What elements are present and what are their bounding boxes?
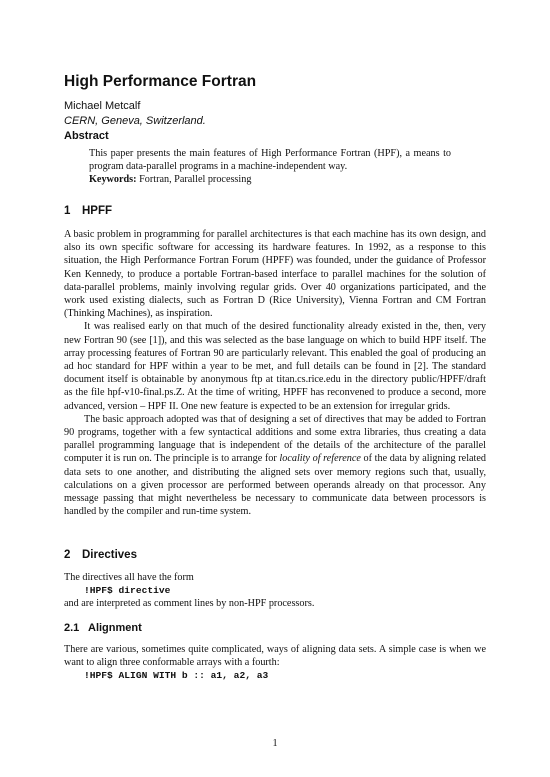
subsection-number: 2.1 [64, 622, 80, 634]
abstract-text: This paper presents the main features of High Performance Fortran (HPF), a means to program data-parallel programs in a machine-independent way. [89, 148, 451, 172]
section-title: HPFF [82, 205, 113, 217]
emphasis-text: locality of reference [279, 453, 361, 465]
paragraph-text: of the data by aligning related data sets to one another, and distributing the aligned sets over memory regions such that, usually, calculations on a given processor are performed between operands already on that processor. Any message passing that might nevertheless be necessary to communicate data between processors is handled by the compiler and run-time system. [64, 453, 486, 518]
directives-intro: The directives all have the form [64, 572, 194, 583]
paragraph: There are various, sometimes quite complicated, ways of aligning data sets. A simple case is when we want to align three conformable arrays with a fourth: [64, 644, 486, 669]
author-name: Michael Metcalf [64, 100, 141, 112]
keywords-label: Keywords: [89, 174, 137, 185]
subsection-title: Alignment [88, 622, 142, 634]
page-number: 1 [272, 738, 278, 749]
subsection-heading-alignment [64, 622, 142, 634]
section-heading-hpff [64, 205, 112, 217]
paragraph: A basic problem in programming for parallel architectures is that each machine has its own design, and also its own specific software for accessing its hardware features. In 1992, as a response to this situation, the High Performance Fortran Forum (HPFF) was founded, under the guidance of Professor Ken Kennedy, to produce a portable Fortran-based interface to parallel machines for the solution of data-parallel problems, mainly involving regular grids. Over 40 organizations participated, and the work used existing dialects, such as Fortran D (Rice University), Vienna Fortran and CM Fortran (Thinking Machines), as inspiration. [64, 229, 486, 320]
author-affiliation: CERN, Geneva, Switzerland. [64, 115, 206, 127]
paper-title: High Performance Fortran [64, 73, 257, 90]
section-number: 1 [64, 205, 71, 217]
code-align-directive: !HPF$ ALIGN WITH b :: a1, a2, a3 [84, 670, 269, 681]
section-body-hpff [64, 228, 486, 518]
keywords-text: Fortran, Parallel processing [136, 174, 252, 185]
section-number: 2 [64, 549, 71, 561]
code-directive-form: !HPF$ directive [84, 585, 171, 596]
abstract-heading: Abstract [64, 130, 109, 142]
section-heading-directives [64, 549, 137, 561]
directives-after: and are interpreted as comment lines by non-HPF processors. [64, 598, 315, 609]
paragraph-text: The basic approach adopted was that of designing a set of directives that may be added to Fortran 90 programs, together with a few syntactical additions and some extra libraries, thus creating a data parallel programming language that is independent of the details of the architecture of the parallel computer it is run on. The principle is to arrange for [64, 413, 486, 465]
abstract-body [89, 147, 451, 186]
alignment-body [64, 643, 486, 669]
paragraph [64, 413, 486, 519]
paragraph: It was realised early on that much of the desired functionality already existed in the, then, very new Fortran 90 (see [1]), and this was selected as the base language on which to build HPF itself. The array processing features of Fortran 90 are particularly relevant. This enabled the goal of producing an ad hoc standard for HPF within a year to be met, and full details can be found in [2]. The standard document itself is obtainable by anonymous ftp at titan.cs.rice.edu in the directory public/HPFF/draft as the file hpf-v10-final.ps.Z. At the time of writing, HPFF has reconvened to produce a second, more advanced, version – HPF II. One new feature is expected to be an extension for irregular grids. [64, 321, 486, 412]
section-title: Directives [82, 549, 137, 561]
